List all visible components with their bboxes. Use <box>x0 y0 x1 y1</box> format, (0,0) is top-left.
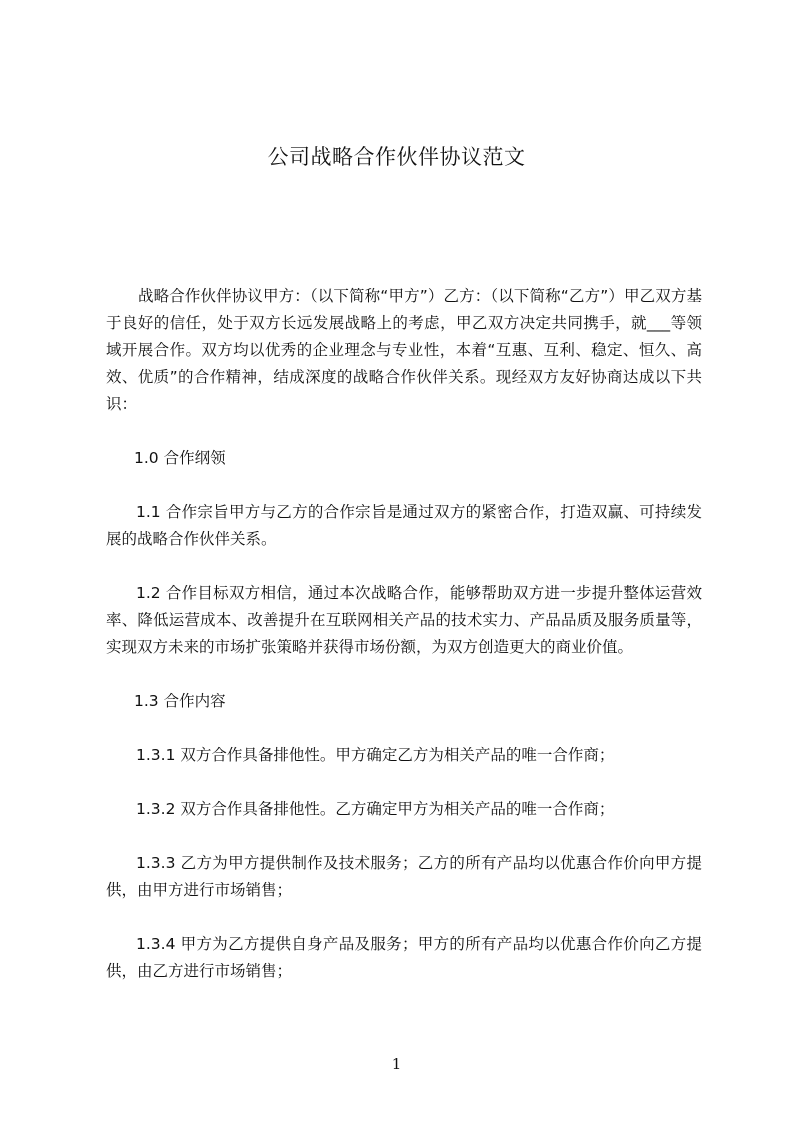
clause-1-2: 1.2 合作目标双方相信，通过本次战略合作，能够帮助双方进一步提升整体运营效率、降低运营成本、改善提升在互联网相关产品的技术实力、产品品质及服务质量等，实现双方未来的市场扩张策略并获得市场份额，为双方创造更大的商业价值。 <box>106 584 702 656</box>
clause-1-3-1: 1.3.1 双方合作具备排他性。甲方确定乙方为相关产品的唯一合作商； <box>136 746 615 764</box>
page-number: 1 <box>391 1055 402 1073</box>
section-heading-1-3: 1.3 合作内容 <box>134 692 226 710</box>
clause-1-3-2: 1.3.2 双方合作具备排他性。乙方确定甲方为相关产品的唯一合作商； <box>136 800 615 818</box>
clause-1-3-4: 1.3.4 甲方为乙方提供自身产品及服务；甲方的所有产品均以优惠合作价向乙方提供，由乙方进行市场销售； <box>106 935 702 980</box>
clause-1-1: 1.1 合作宗旨甲方与乙方的合作宗旨是通过双方的紧密合作，打造双赢、可持续发展的战略合作伙伴关系。 <box>106 503 702 548</box>
intro-paragraph: 战略合作伙伴协议甲方：（以下简称“甲方”）乙方：（以下简称“乙方”）甲乙双方基于良好的信任，处于双方长远发展战略上的考虑，甲乙双方决定共同携手，就___等领域开展合作。双方均以优秀的企业理念与专业性，本着“互惠、互利、稳定、恒久、高效、优质”的合作精神，结成深度的战略合作伙伴关系。现经双方友好协商达成以下共识： <box>106 287 702 413</box>
document-title: 公司战略合作伙伴协议范文 <box>267 145 526 169</box>
document-body <box>106 283 702 1012</box>
section-heading-1-0: 1.0 合作纲领 <box>134 449 226 467</box>
clause-1-3-3: 1.3.3 乙方为甲方提供制作及技术服务；乙方的所有产品均以优惠合作价向甲方提供，由甲方进行市场销售； <box>106 854 702 899</box>
